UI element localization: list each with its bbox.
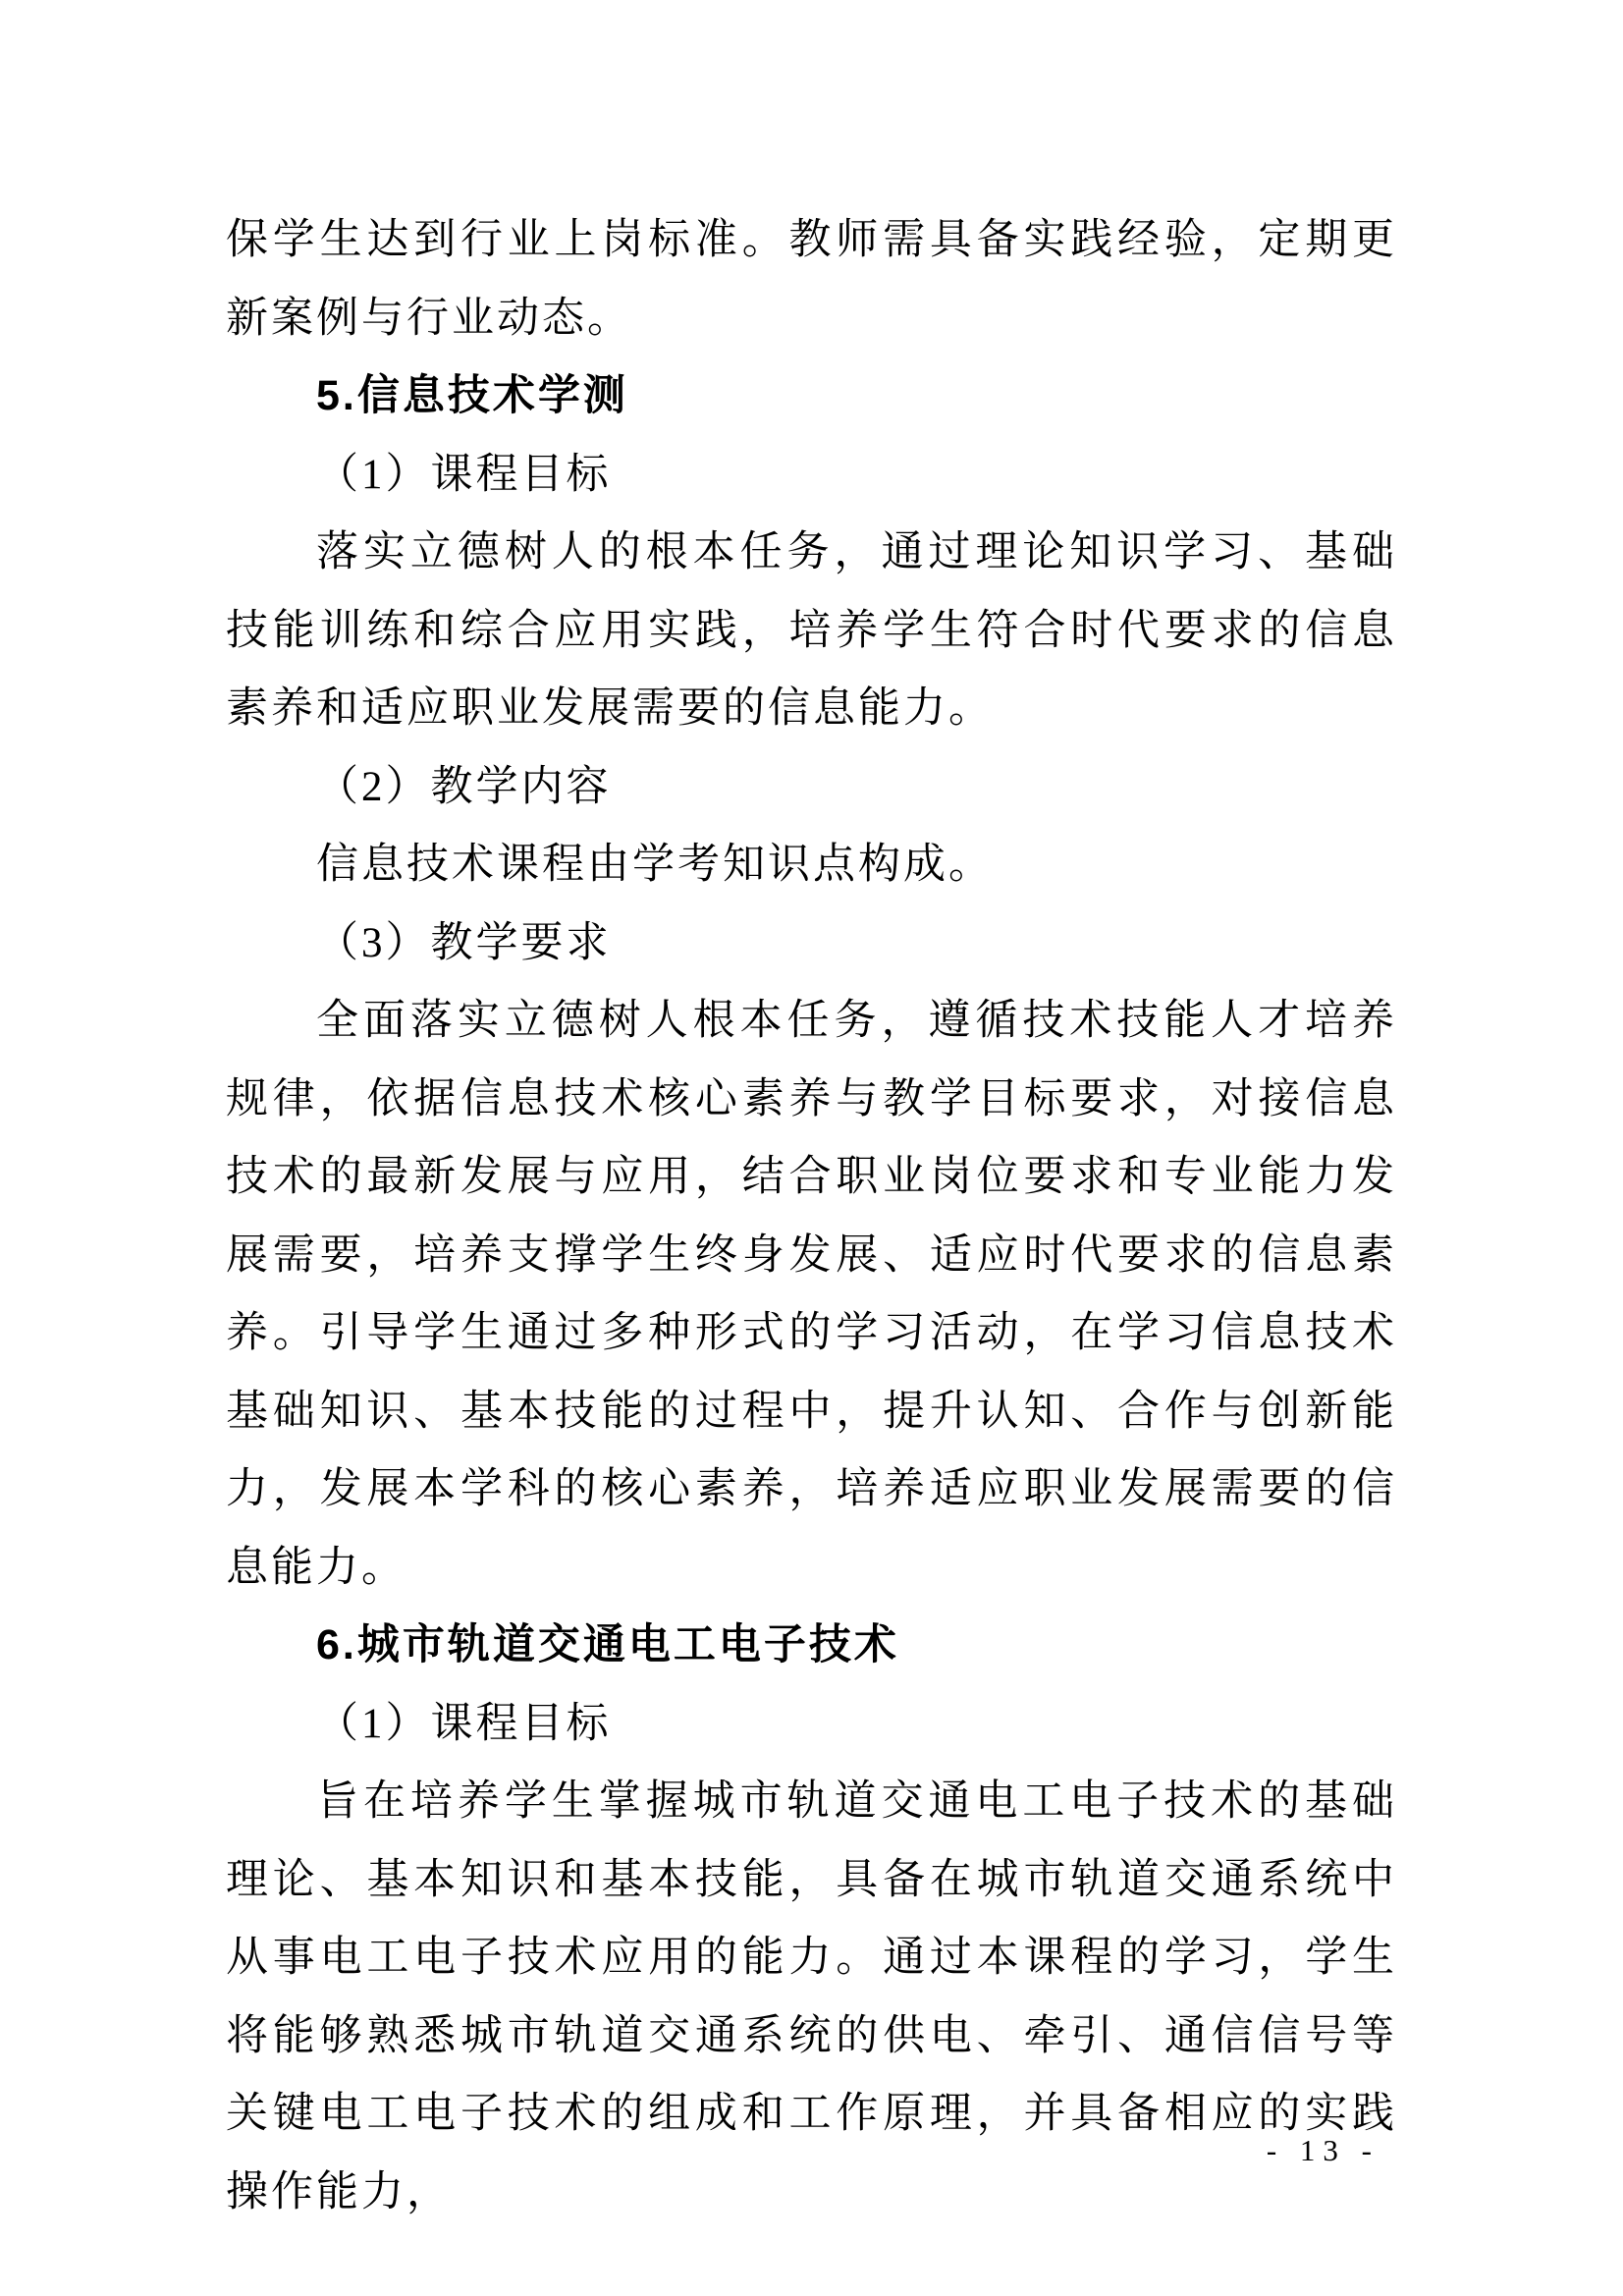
sub-heading-course-objectives-6: （1）课程目标	[316, 1700, 612, 1747]
sub-heading-teaching-requirements-5: （3）教学要求	[316, 919, 612, 966]
paragraph-continued-teacher-requirements: 保学生达到行业上岗标准。教师需具备实践经验，定期更新案例与行业动态。	[226, 217, 1397, 342]
paragraph-teaching-content-5: 信息技术课程由学考知识点构成。	[316, 842, 994, 888]
paragraph-course-objectives-5: 落实立德树人的根本任务，通过理论知识学习、基础技能训练和综合应用实践，培养学生符合时代要求的信息素养和适应职业发展需要的信息能力。	[226, 529, 1397, 732]
section-heading-6-urban-rail-electrical: 6.城市轨道交通电工电子技术	[316, 1621, 899, 1668]
page-number: - 13 -	[1266, 2133, 1380, 2167]
paragraph-course-objectives-6: 旨在培养学生掌握城市轨道交通电工电子技术的基础理论、基本知识和基本技能，具备在城市轨道交通系统中从事电工电子技术应用的能力。通过本课程的学习，学生将能够熟悉城市轨道交通系统的供电、牵引、通信信号等关键电工电子技术的组成和工作原理，并具备相应的实践操作能力，	[226, 1778, 1397, 2215]
document-content	[226, 201, 1397, 2231]
sub-heading-course-objectives-5: （1）课程目标	[316, 451, 612, 498]
paragraph-teaching-requirements-5: 全面落实立德树人根本任务，遵循技术技能人才培养规律，依据信息技术核心素养与教学目标要求，对接信息技术的最新发展与应用，结合职业岗位要求和专业能力发展需要，培养支撑学生终身发展、适应时代要求的信息素养。引导学生通过多种形式的学习活动，在学习信息技术基础知识、基本技能的过程中，提升认知、合作与创新能力，发展本学科的核心素养，培养适应职业发展需要的信息能力。	[226, 998, 1397, 1591]
sub-heading-teaching-content-5: （2）教学内容	[316, 763, 612, 810]
section-heading-5-information-technology: 5.信息技术学测	[316, 372, 628, 419]
